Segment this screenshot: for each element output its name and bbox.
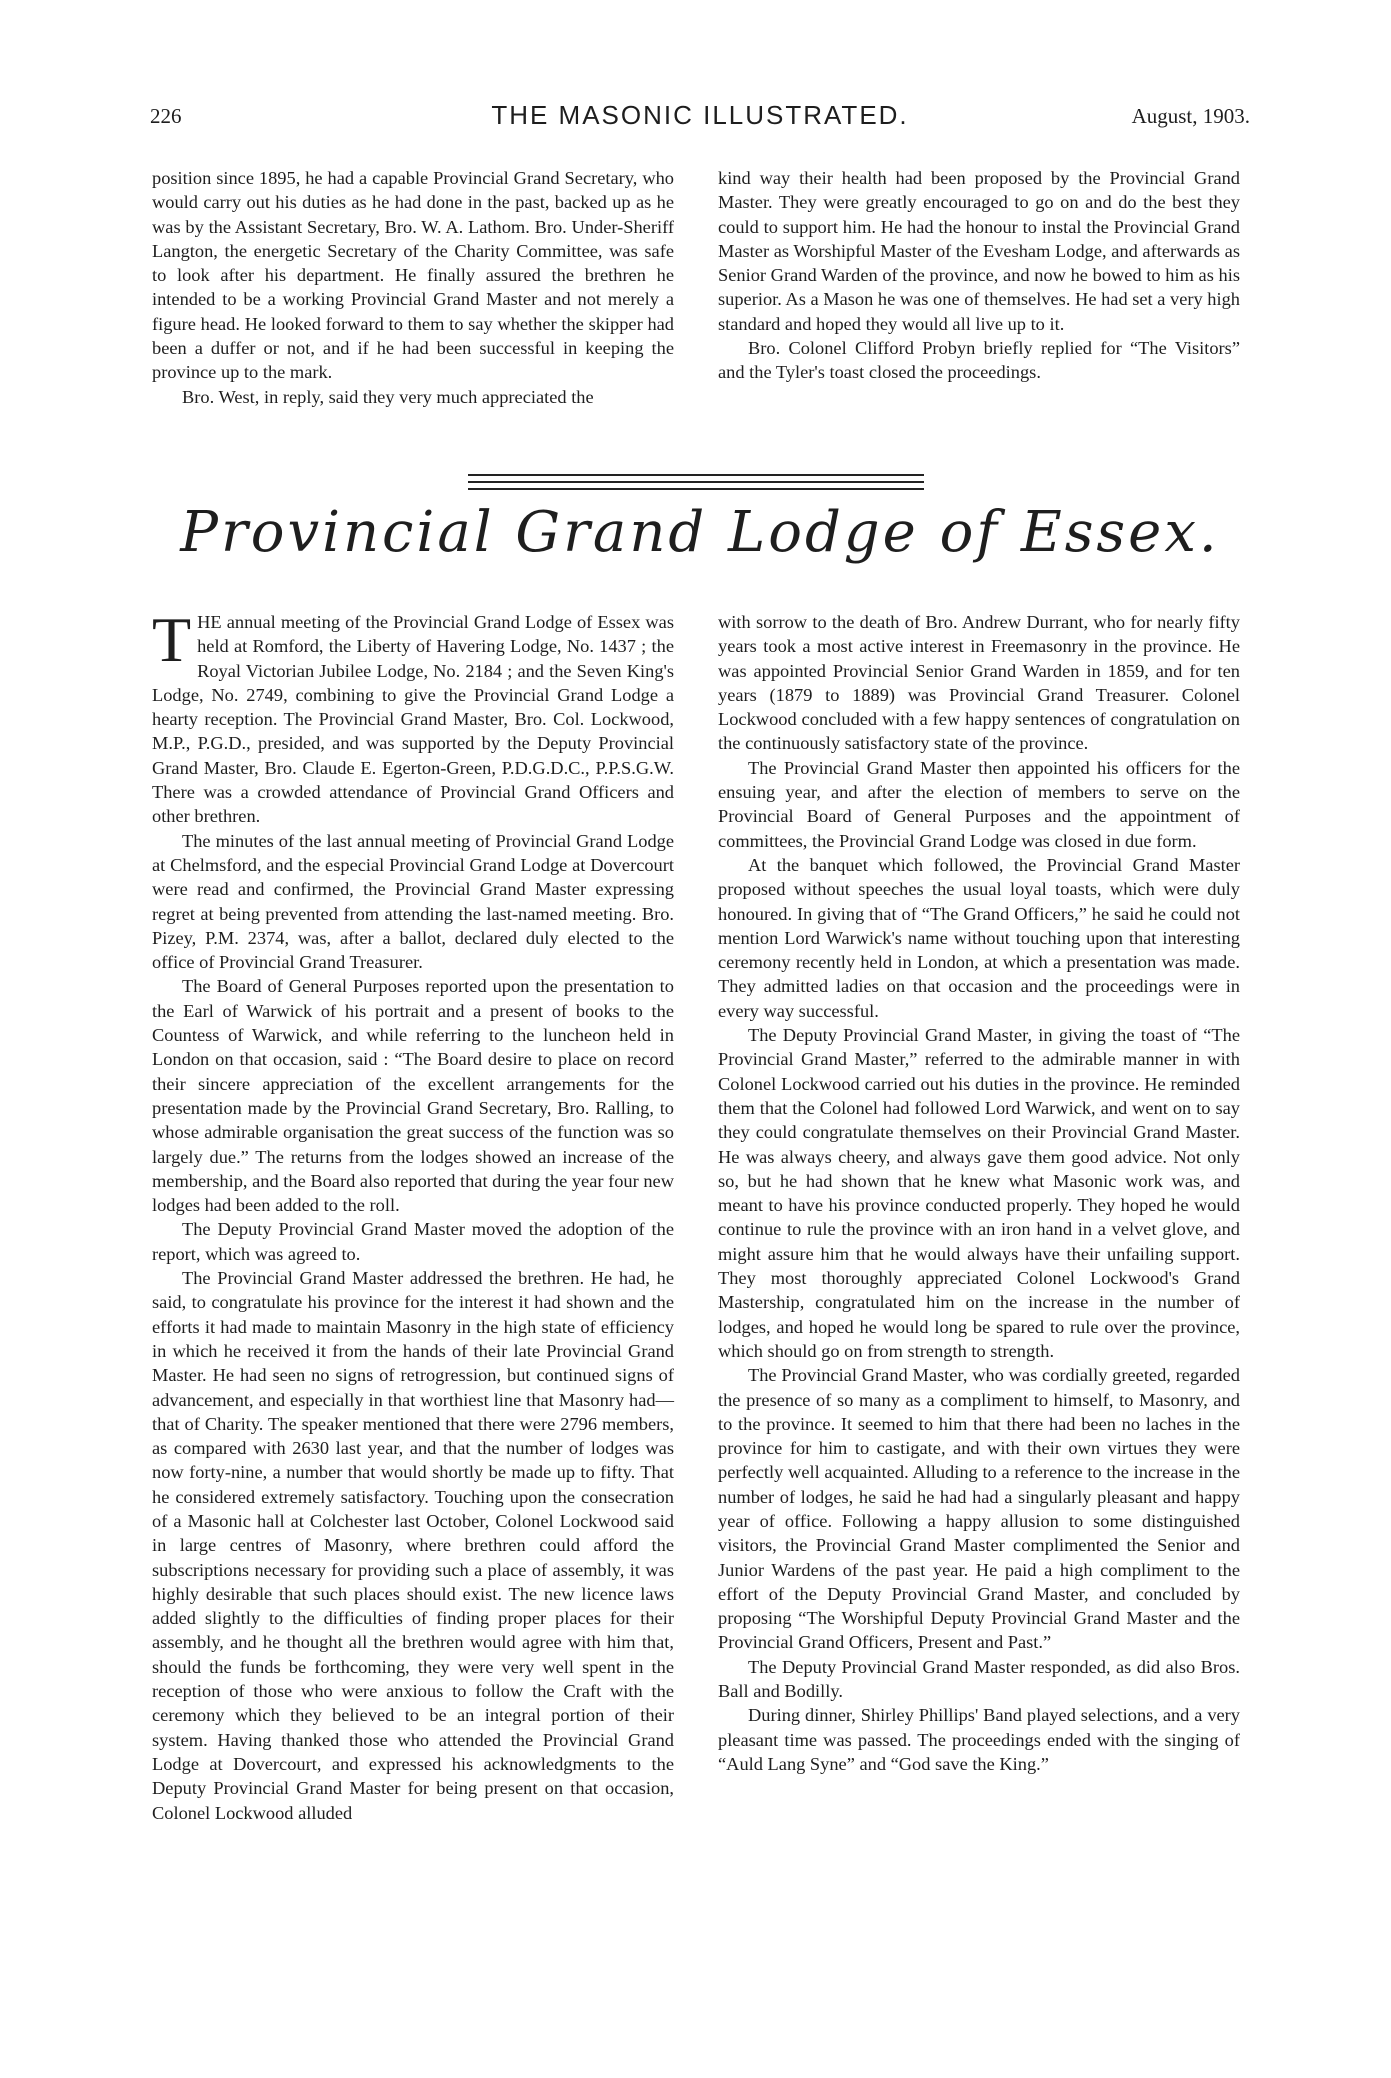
- divider-rule: [468, 474, 924, 476]
- divider-rule: [468, 481, 924, 483]
- running-title: THE MASONIC ILLUSTRATED.: [491, 100, 909, 130]
- page-number: 226: [150, 104, 182, 128]
- paragraph: Bro. Colonel Clifford Probyn briefly replied for “The Visitors” and the Tyler's toast closed the proceedings.: [718, 338, 1240, 383]
- paragraph: with sorrow to the death of Bro. Andrew Durrant, who for nearly fifty years took a most active interest in Freemasonry in the province. He was appointed Provincial Senior Grand Warden in 1859, and for ten years (1879 to 1889) was Provincial Grand Treasurer. Colonel Lockwood concluded with a few happy sentences of congratulation on the continuously satisfactory state of the province.: [718, 612, 1240, 754]
- lead-paragraph-text: HE annual meeting of the Provincial Grand Lodge of Essex was held at Romford, the Liberty of Havering Lodge, No. 1437 ; the Royal Victorian Jubilee Lodge, No. 2184 ; and the Seven King's Lodge, No. 2749, combining to give the Provincial Grand Lodge a hearty reception. The Provincial Grand Master, Bro. Col. Lockwood, M.P., P.G.D., presided, and was supported by the Deputy Provincial Grand Master, Bro. Claude E. Egerton-Green, P.D.G.D.C., P.P.S.G.W. There was a crowded attendance of Provincial Grand Officers and other brethren.: [152, 612, 674, 827]
- issue-date: August, 1903.: [1131, 104, 1250, 128]
- lead-paragraph: [152, 604, 674, 829]
- section-divider: [468, 474, 924, 495]
- top-left-column: [152, 166, 674, 409]
- drop-cap: T: [152, 604, 192, 675]
- paragraph: The Provincial Grand Master, who was cordially greeted, regarded the presence of so many as a compliment to himself, to Masonry, and to the province. It seemed to him that there had been no laches in the province for him to castigate, and with their own virtues they were perfectly well acquainted. Alluding to a reference to the increase in the number of lodges, he said he had had a singularly pleasant and happy year of office. Following a happy allusion to some distinguished visitors, the Provincial Grand Master complimented the Senior and Junior Wardens of the past year. He paid a high compliment to the effort of the Deputy Provincial Grand Master, and concluded by proposing “The Worshipful Deputy Provincial Grand Master and the Provincial Grand Officers, Present and Past.”: [718, 1365, 1240, 1653]
- paragraph: Bro. West, in reply, said they very much appreciated the: [182, 386, 594, 407]
- paragraph: position since 1895, he had a capable Provincial Grand Secretary, who would carry out his duties as he had done in the past, backed up as he was by the Assistant Secretary, Bro. W. A. Lathom. Bro. Under-Sheriff Langton, the energetic Secretary of the Charity Committee, was safe to look after his department. He finally assured the brethren he intended to be a working Provincial Grand Master and not merely a figure head. He looked forward to them to say whether the skipper had been a duffer or not, and if he had been successful in keeping the province up to the mark.: [152, 168, 674, 383]
- paragraph: The Deputy Provincial Grand Master responded, as did also Bros. Ball and Bodilly.: [718, 1656, 1240, 1702]
- article-right-column: [718, 610, 1240, 1776]
- paragraph: The Deputy Provincial Grand Master moved the adoption of the report, which was agreed to.: [152, 1219, 674, 1264]
- divider-rule: [468, 488, 924, 490]
- top-right-column: [718, 166, 1240, 385]
- article-left-column: [152, 604, 674, 1825]
- paragraph: kind way their health had been proposed by the Provincial Grand Master. They were greatly encouraged to go on and do the best they could to support him. He had the honour to instal the Provincial Grand Master as Worshipful Master of the Evesham Lodge, and afterwards as Senior Grand Warden of the province, and now he bowed to him as his superior. As a Mason he was one of themselves. He had set a very high standard and hoped they would all live up to it.: [718, 168, 1240, 334]
- paragraph: The Provincial Grand Master then appointed his officers for the ensuing year, and after the election of members to serve on the Provincial Board of General Purposes and the appointment of committees, the Provincial Grand Lodge was closed in due form.: [718, 757, 1240, 851]
- paragraph: The Deputy Provincial Grand Master, in giving the toast of “The Provincial Grand Master,” referred to the admirable manner in with Colonel Lockwood carried out his duties in the province. He reminded them that the Colonel had followed Lord Warwick, and went on to say they could congratulate themselves on their Provincial Grand Master. He was always cheery, and always gave them good advice. Not only so, but he had shown that he knew what Masonic work was, and meant to have his province conducted properly. They hoped he would continue to rule the province with an iron hand in a velvet glove, and might assure him that he would always have their unfailing support. They most thoroughly appreciated Colonel Lockwood's Grand Mastership, congratulated him on the increase in the number of lodges, and hoped he would long be spared to rule over the province, which should go on from strength to strength.: [718, 1025, 1240, 1361]
- paragraph: At the banquet which followed, the Provincial Grand Master proposed without speeches the usual loyal toasts, which were duly honoured. In giving that of “The Grand Officers,” he said he could not mention Lord Warwick's name without touching upon that interesting ceremony recently held in London, at which a presentation was made. They admitted ladies on that occasion and the proceedings were in every way successful.: [718, 854, 1240, 1021]
- page-header: [150, 100, 1250, 140]
- paragraph: During dinner, Shirley Phillips' Band played selections, and a very pleasant time was passed. The proceedings ended with the singing of “Auld Lang Syne” and “God save the King.”: [718, 1705, 1240, 1774]
- paragraph: The Board of General Purposes reported upon the presentation to the Earl of Warwick of his portrait and a present of books to the Countess of Warwick, and while referring to the luncheon held in London on that occasion, said : “The Board desire to place on record their sincere appreciation of the excellent arrangements for the presentation made by the Provincial Grand Secretary, Bro. Ralling, to whose admirable organisation the great success of the function was so largely due.” The returns from the lodges showed an increase of the membership, and the Board also reported that during the year four new lodges had been added to the roll.: [152, 976, 674, 1216]
- paragraph: The Provincial Grand Master addressed the brethren. He had, he said, to congratulate his province for the interest it had shown and the efforts it had made to maintain Masonry in the high state of efficiency in which he received it from the hands of their late Provincial Grand Master. He had seen no signs of retrogression, but continued signs of advancement, and especially in that worthiest line that Masonry had—that of Charity. The speaker mentioned that there were 2796 members, as compared with 2630 last year, and that the number of lodges was now forty-nine, a number that would shortly be made up to fifty. That he considered extremely satisfactory. Touching upon the consecration of a Masonic hall at Colchester last October, Colonel Lockwood said in large centres of Masonry, where brethren could afford the subscriptions necessary for providing such a place of assembly, it was highly desirable that such places should exist. The new licence laws added slightly to the difficulties of finding proper places for their assembly, and he thought all the brethren would agree with him that, should the funds be forthcoming, they were very well spent in the reception of those who were anxious to follow the Craft with the ceremony which they believed to be an integral portion of their system. Having thanked those who attended the Provincial Grand Lodge at Dovercourt, and expressed his acknowledgments to the Deputy Provincial Grand Master for being present on that occasion, Colonel Lockwood alluded: [152, 1268, 674, 1823]
- paragraph: The minutes of the last annual meeting of Provincial Grand Lodge at Chelmsford, and the especial Provincial Grand Lodge at Dovercourt were read and confirmed, the Provincial Grand Master expressing regret at being prevented from attending the last-named meeting. Bro. Pizey, P.M. 2374, was, after a ballot, declared duly elected to the office of Provincial Grand Treasurer.: [152, 830, 674, 973]
- article-title: Provincial Grand Lodge of Essex.: [180, 500, 1220, 565]
